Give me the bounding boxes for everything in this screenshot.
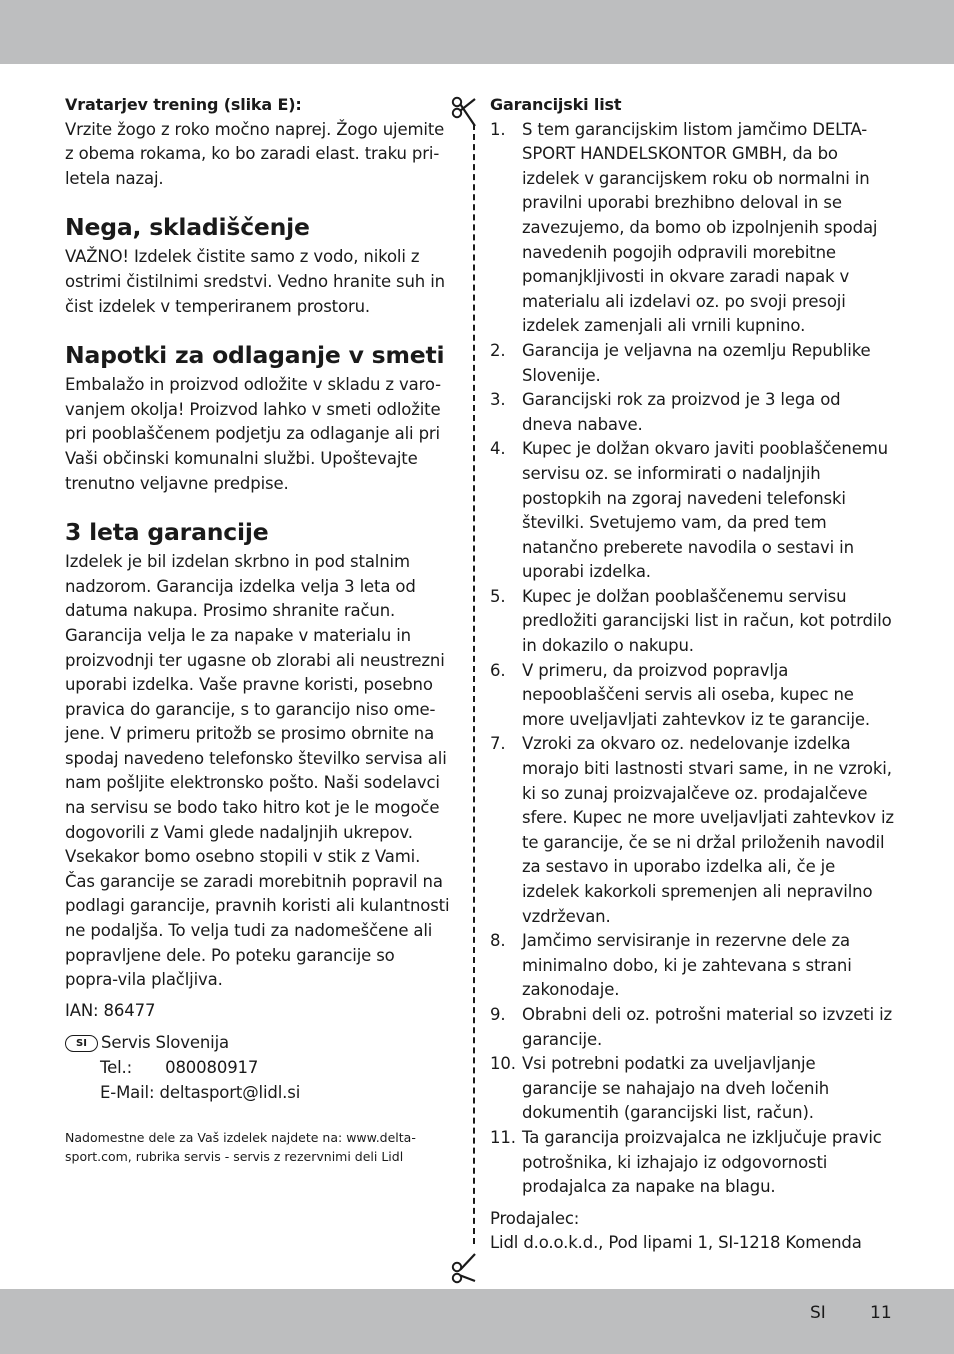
warranty-term-item (490, 659, 894, 733)
service-name: Servis Slovenija (101, 1033, 230, 1053)
header-bar (0, 0, 954, 64)
page-number: 11 (870, 1303, 892, 1323)
term-text: S tem garancijskim listom jamčimo DELTA-SPORT HANDELSKONTOR GMBH, da bo izdelek v garancijskem roku ob normalni in pravilni uporabi brezhibno deloval in se zavezujemo, da bomo ob izpolnjenih spodaj navedenih pogojih odpravili morebitne pomanjkljivosti in okvare zaradi napak v materialu ali izdelavi oz. po svoji presoji izdelek zamenjali ali vrnili kupnino. (522, 119, 878, 336)
term-text: Vsi potrebni podatki za uveljavljanje garancije se nahajajo na dveh ločenih dokumentih (garancijski list, račun). (522, 1054, 830, 1123)
cut-line (473, 124, 475, 1244)
spare-parts-note: Nadomestne dele za Vaš izdelek najdete na: www.delta-sport.com, rubrika servis - servis z rezervnimi deli Lidl (65, 1130, 416, 1164)
warranty-term-item (490, 1126, 894, 1200)
warranty-term-item (490, 118, 894, 339)
term-text: Kupec je dolžan okvaro javiti pooblaščenemu servisu oz. se informirati o nadaljnjih postopkih na zgoraj navedeni telefonski številki. Svetujemo vam, da pred tem natančno preberete navodila o sestavi in uporabi izdelka. (522, 439, 888, 582)
warranty-term-item (490, 929, 894, 1003)
ian-number: IAN: 86477 (65, 1000, 156, 1020)
term-number: 7. (490, 734, 506, 754)
care-text: VAŽNO! Izdelek čistite samo z vodo, nikoli z ostrimi čistilnimi sredstvi. Vedno hranite suh in čist izdelek v temperiranem prostoru. (65, 247, 445, 316)
service-phone (65, 1056, 455, 1081)
term-number: 9. (490, 1004, 506, 1024)
language-label: SI (810, 1303, 826, 1323)
term-number: 5. (490, 586, 506, 606)
goalie-training-text: Vrzite žogo z roko močno naprej. Žogo ujemite z obema rokama, ko bo zaradi elast. traku pri-letela nazaj. (65, 119, 445, 188)
warranty-term-item (490, 1052, 894, 1126)
warranty-term-item (490, 339, 894, 388)
warranty-term-item (490, 732, 894, 929)
warranty-text: Izdelek je bil izdelan skrbno in pod stalnim nadzorom. Garancija izdelka velja 3 leta od datuma nakupa. Prosimo shranite račun. Garancija velja le za napake v materialu in proizvodnji ter ugasne ob zlorabi ali neustrezni uporabi izdelka. Vaše pravne koristi, posebno pravica do garancije, s to garancijo niso ome-jene. V primeru pritožb se prosimo obrnite na spodaj navedeno telefonsko številko servisa ali nam pošljite elektronsko pošto. Naši sodelavci na servisu se bodo tako hitro kot je le mogoče dogovorili z Vami glede nadaljnjih ukrepov. Vsekakor bomo osebno stopili v stik z Vami. Čas garancije se zaradi morebitnih popravil na podlagi garancije, pravnih koristi ali kulantnosti ne podaljša. To velja tudi za nadomeščene ali popravljene dele. Po poteku garancije so popra-vila plačljiva. (65, 552, 450, 990)
warranty-term-item (490, 1003, 894, 1052)
term-text: Vzroki za okvaro oz. nedelovanje izdelka morajo biti lastnosti stvari same, in ne vzroki, ki so zunaj proizvajalčeve oz. prodajalčeve sfere. Kupec ne more uveljavljati zahtevkov iz te garancije, če se ni držal priloženih navodil za sestavo in uporabo izdelka ali, če je izdelek kakorkoli spremenjen ali nepravilno vzdrževan. (522, 734, 894, 926)
service-block (65, 1031, 455, 1056)
goalie-training-heading: Vratarjev trening (slika E): (65, 95, 302, 114)
term-number: 2. (490, 340, 506, 360)
term-text: Jamčimo servisiranje in rezervne dele za minimalno dobo, ki je zahtevana s strani zakonodaje. (522, 931, 852, 1000)
term-text: V primeru, da proizvod popravlja nepooblaščeni servis ali oseba, kupec ne more uveljavljati zahtevkov iz te garancije. (522, 660, 870, 729)
seller-label: Prodajalec: (490, 1208, 580, 1228)
term-number: 6. (490, 660, 506, 680)
term-number: 3. (490, 390, 506, 410)
term-text: Kupec je dolžan pooblaščenemu servisu predložiti garancijski list in račun, kot potrdilo in dokazilo o nakupu. (522, 586, 892, 656)
scissors-icon-bottom (451, 1250, 479, 1284)
warranty-heading: 3 leta garancije (65, 518, 269, 547)
term-number: 1. (490, 119, 506, 139)
country-badge: SI (65, 1035, 98, 1052)
term-text: Obrabni deli oz. potrošni material so izvzeti iz garancije. (522, 1004, 893, 1049)
warranty-term-item (490, 388, 894, 437)
disposal-heading: Napotki za odlaganje v smeti (65, 341, 445, 370)
term-number: 4. (490, 439, 506, 459)
warranty-term-item (490, 585, 894, 659)
warranty-card-heading: Garancijski list (490, 95, 622, 114)
left-column (65, 93, 455, 1166)
right-column (490, 93, 894, 1256)
care-heading: Nega, skladiščenje (65, 213, 310, 242)
warranty-term-item (490, 437, 894, 585)
term-text: Ta garancija proizvajalca ne izključuje pravic potrošnika, ki izhajajo iz odgovornosti prodajalca za napake na blagu. (522, 1127, 882, 1197)
service-email: E-Mail: deltasport@lidl.si (100, 1082, 301, 1102)
scissors-icon (451, 96, 479, 130)
term-number: 8. (490, 931, 506, 951)
warranty-terms-list (490, 118, 894, 1200)
seller-address: Lidl d.o.o.k.d., Pod lipami 1, SI-1218 Komenda (490, 1233, 862, 1253)
term-number: 10. (490, 1054, 516, 1074)
phone-label: Tel.: (100, 1058, 133, 1077)
term-number: 11. (490, 1127, 516, 1147)
term-text: Garancijski rok za proizvod je 3 lega od dneva nabave. (522, 390, 841, 434)
phone-number: 080080917 (165, 1058, 259, 1077)
term-text: Garancija je veljavna na ozemlju Republike Slovenije. (522, 340, 871, 385)
disposal-text: Embalažo in proizvod odložite v skladu z varo-vanjem okolja! Proizvod lahko v smeti odložite pri pooblaščenem podjetju za odlaganje ali pri Vaši občinski komunalni službi. Upoštevajte trenutno veljavne predpise. (65, 375, 441, 493)
